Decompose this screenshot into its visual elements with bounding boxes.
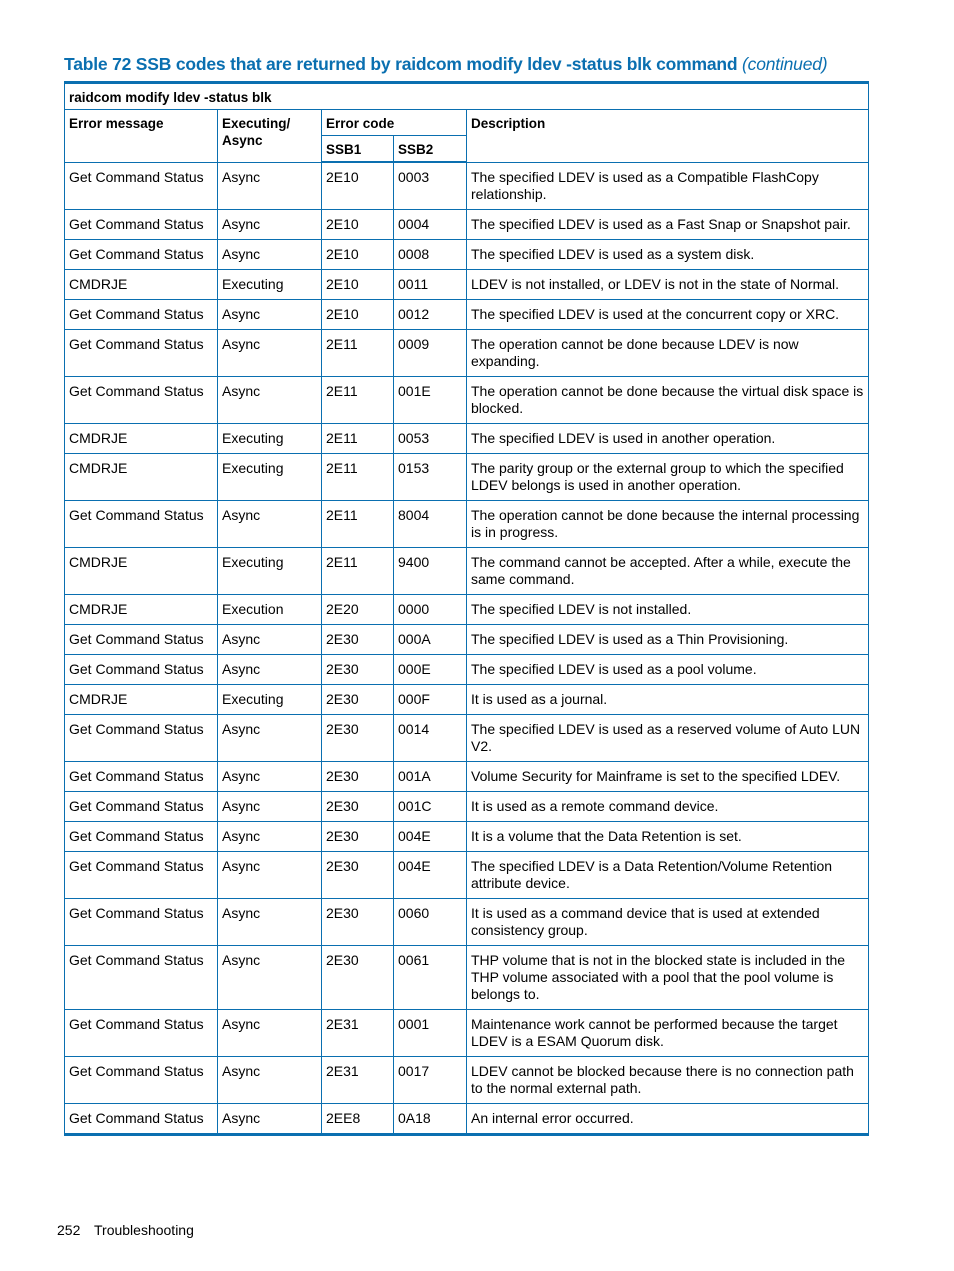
cell-executing-async: Async xyxy=(218,162,322,209)
cell-description: LDEV is not installed, or LDEV is not in the state of Normal. xyxy=(467,269,869,299)
cell-error-message: Get Command Status xyxy=(65,851,218,898)
table-row xyxy=(65,500,869,547)
cell-ssb2: 0017 xyxy=(394,1056,467,1103)
cell-executing-async: Async xyxy=(218,945,322,1009)
cell-description: The specified LDEV is used as a Thin Provisioning. xyxy=(467,624,869,654)
cell-description: The specified LDEV is used as a Compatible FlashCopy relationship. xyxy=(467,162,869,209)
cell-ssb1: 2E31 xyxy=(322,1009,394,1056)
cell-ssb2: 0001 xyxy=(394,1009,467,1056)
cell-error-message: CMDRJE xyxy=(65,453,218,500)
cell-executing-async: Async xyxy=(218,851,322,898)
cell-error-message: Get Command Status xyxy=(65,239,218,269)
cell-description: It is used as a command device that is used at extended consistency group. xyxy=(467,898,869,945)
cell-ssb2: 0061 xyxy=(394,945,467,1009)
cell-ssb1: 2E30 xyxy=(322,851,394,898)
cell-ssb2: 0053 xyxy=(394,423,467,453)
table-row xyxy=(65,209,869,239)
header-executing-async: Executing/ Async xyxy=(218,110,322,163)
cell-executing-async: Async xyxy=(218,376,322,423)
cell-ssb1: 2E30 xyxy=(322,654,394,684)
cell-description: The specified LDEV is used as a reserved volume of Auto LUN V2. xyxy=(467,714,869,761)
cell-ssb1: 2E30 xyxy=(322,761,394,791)
cell-executing-async: Async xyxy=(218,500,322,547)
cell-error-message: Get Command Status xyxy=(65,945,218,1009)
cell-executing-async: Executing xyxy=(218,684,322,714)
cell-error-message: Get Command Status xyxy=(65,329,218,376)
cell-ssb1: 2E10 xyxy=(322,269,394,299)
table-row xyxy=(65,851,869,898)
cell-error-message: CMDRJE xyxy=(65,423,218,453)
table-row xyxy=(65,423,869,453)
header-error-message: Error message xyxy=(65,110,218,163)
table-title-continued: (continued) xyxy=(742,54,828,74)
cell-error-message: CMDRJE xyxy=(65,594,218,624)
cell-description: Volume Security for Mainframe is set to the specified LDEV. xyxy=(467,761,869,791)
page-number: 252 xyxy=(57,1222,81,1238)
cell-ssb2: 0060 xyxy=(394,898,467,945)
table-title-main: Table 72 SSB codes that are returned by raidcom modify ldev -status blk command xyxy=(64,54,738,74)
cell-ssb2: 0008 xyxy=(394,239,467,269)
cell-description: The specified LDEV is used as a Fast Snap or Snapshot pair. xyxy=(467,209,869,239)
cell-error-message: CMDRJE xyxy=(65,269,218,299)
cell-description: THP volume that is not in the blocked state is included in the THP volume associated with a pool that the pool volume is belongs to. xyxy=(467,945,869,1009)
cell-ssb1: 2E11 xyxy=(322,453,394,500)
cell-error-message: Get Command Status xyxy=(65,791,218,821)
ssb-codes-table xyxy=(64,81,869,1136)
cell-ssb2: 9400 xyxy=(394,547,467,594)
cell-ssb2: 001E xyxy=(394,376,467,423)
table-row xyxy=(65,162,869,209)
cell-error-message: CMDRJE xyxy=(65,547,218,594)
table-row xyxy=(65,594,869,624)
cell-error-message: Get Command Status xyxy=(65,1103,218,1134)
cell-description: The parity group or the external group to which the specified LDEV belongs is used in another operation. xyxy=(467,453,869,500)
cell-executing-async: Async xyxy=(218,329,322,376)
cell-description: The specified LDEV is used in another operation. xyxy=(467,423,869,453)
cell-ssb2: 0009 xyxy=(394,329,467,376)
cell-executing-async: Async xyxy=(218,239,322,269)
cell-description: Maintenance work cannot be performed because the target LDEV is a ESAM Quorum disk. xyxy=(467,1009,869,1056)
cell-description: It is a volume that the Data Retention is set. xyxy=(467,821,869,851)
cell-ssb2: 004E xyxy=(394,851,467,898)
cell-error-message: Get Command Status xyxy=(65,209,218,239)
cell-error-message: Get Command Status xyxy=(65,500,218,547)
cell-ssb2: 004E xyxy=(394,821,467,851)
header-ssb1: SSB1 xyxy=(322,136,394,163)
cell-description: The specified LDEV is used as a system disk. xyxy=(467,239,869,269)
table-row xyxy=(65,1056,869,1103)
cell-description: LDEV cannot be blocked because there is no connection path to the normal external path. xyxy=(467,1056,869,1103)
cell-ssb2: 0014 xyxy=(394,714,467,761)
table-row xyxy=(65,329,869,376)
cell-executing-async: Async xyxy=(218,821,322,851)
cell-error-message: Get Command Status xyxy=(65,376,218,423)
cell-ssb2: 8004 xyxy=(394,500,467,547)
cell-ssb1: 2E11 xyxy=(322,329,394,376)
cell-ssb1: 2E10 xyxy=(322,239,394,269)
cell-executing-async: Executing xyxy=(218,423,322,453)
cell-ssb1: 2E11 xyxy=(322,423,394,453)
cell-error-message: Get Command Status xyxy=(65,162,218,209)
cell-description: The specified LDEV is used as a pool volume. xyxy=(467,654,869,684)
cell-ssb1: 2E10 xyxy=(322,299,394,329)
cell-executing-async: Async xyxy=(218,761,322,791)
cell-description: The specified LDEV is used at the concurrent copy or XRC. xyxy=(467,299,869,329)
cell-executing-async: Async xyxy=(218,1056,322,1103)
cell-ssb1: 2E30 xyxy=(322,821,394,851)
header-ssb2: SSB2 xyxy=(394,136,467,163)
table-row xyxy=(65,714,869,761)
cell-error-message: Get Command Status xyxy=(65,898,218,945)
cell-description: An internal error occurred. xyxy=(467,1103,869,1134)
cell-error-message: Get Command Status xyxy=(65,821,218,851)
cell-ssb1: 2E11 xyxy=(322,547,394,594)
table-body xyxy=(65,162,869,1134)
table-row xyxy=(65,453,869,500)
cell-executing-async: Async xyxy=(218,1103,322,1134)
cell-ssb2: 0012 xyxy=(394,299,467,329)
table-row xyxy=(65,898,869,945)
cell-ssb2: 0003 xyxy=(394,162,467,209)
cell-ssb1: 2E31 xyxy=(322,1056,394,1103)
cell-error-message: Get Command Status xyxy=(65,299,218,329)
cell-executing-async: Async xyxy=(218,714,322,761)
table-row xyxy=(65,791,869,821)
cell-description: The operation cannot be done because LDEV is now expanding. xyxy=(467,329,869,376)
cell-description: The specified LDEV is not installed. xyxy=(467,594,869,624)
cell-ssb2: 001C xyxy=(394,791,467,821)
cell-error-message: Get Command Status xyxy=(65,624,218,654)
cell-ssb1: 2E11 xyxy=(322,376,394,423)
cell-ssb1: 2EE8 xyxy=(322,1103,394,1134)
cell-description: The command cannot be accepted. After a while, execute the same command. xyxy=(467,547,869,594)
cell-ssb2: 000F xyxy=(394,684,467,714)
cell-description: The operation cannot be done because the virtual disk space is blocked. xyxy=(467,376,869,423)
cell-error-message: Get Command Status xyxy=(65,654,218,684)
cell-ssb1: 2E30 xyxy=(322,714,394,761)
cell-ssb1: 2E30 xyxy=(322,684,394,714)
cell-ssb1: 2E10 xyxy=(322,209,394,239)
cell-ssb1: 2E10 xyxy=(322,162,394,209)
cell-error-message: CMDRJE xyxy=(65,684,218,714)
cell-ssb1: 2E30 xyxy=(322,624,394,654)
cell-ssb2: 0011 xyxy=(394,269,467,299)
cell-error-message: Get Command Status xyxy=(65,761,218,791)
cell-ssb1: 2E20 xyxy=(322,594,394,624)
cell-executing-async: Async xyxy=(218,898,322,945)
cell-error-message: Get Command Status xyxy=(65,1009,218,1056)
cell-description: It is used as a remote command device. xyxy=(467,791,869,821)
cell-error-message: Get Command Status xyxy=(65,1056,218,1103)
cell-executing-async: Async xyxy=(218,654,322,684)
table-row xyxy=(65,654,869,684)
cell-ssb2: 001A xyxy=(394,761,467,791)
cell-ssb2: 000E xyxy=(394,654,467,684)
table-row xyxy=(65,684,869,714)
table-row xyxy=(65,299,869,329)
table-row xyxy=(65,269,869,299)
cell-executing-async: Executing xyxy=(218,453,322,500)
cell-executing-async: Async xyxy=(218,791,322,821)
table-row xyxy=(65,761,869,791)
table-row xyxy=(65,547,869,594)
cell-ssb2: 0000 xyxy=(394,594,467,624)
page-footer xyxy=(57,1222,194,1238)
cell-ssb2: 0004 xyxy=(394,209,467,239)
cell-error-message: Get Command Status xyxy=(65,714,218,761)
table-row xyxy=(65,1009,869,1056)
table-row xyxy=(65,1103,869,1134)
table-row xyxy=(65,624,869,654)
cell-executing-async: Async xyxy=(218,624,322,654)
cell-description: It is used as a journal. xyxy=(467,684,869,714)
table-row xyxy=(65,376,869,423)
cell-ssb1: 2E30 xyxy=(322,791,394,821)
cell-ssb2: 0153 xyxy=(394,453,467,500)
table-row xyxy=(65,239,869,269)
table-title xyxy=(64,54,894,75)
cell-executing-async: Async xyxy=(218,1009,322,1056)
cell-executing-async: Async xyxy=(218,299,322,329)
header-error-code: Error code xyxy=(322,110,467,136)
cell-ssb1: 2E30 xyxy=(322,945,394,1009)
cell-executing-async: Executing xyxy=(218,547,322,594)
cell-description: The specified LDEV is a Data Retention/Volume Retention attribute device. xyxy=(467,851,869,898)
cell-ssb1: 2E11 xyxy=(322,500,394,547)
cell-ssb2: 0A18 xyxy=(394,1103,467,1134)
header-description: Description xyxy=(467,110,869,163)
command-header: raidcom modify ldev -status blk xyxy=(65,83,869,110)
cell-description: The operation cannot be done because the internal processing is in progress. xyxy=(467,500,869,547)
cell-ssb1: 2E30 xyxy=(322,898,394,945)
table-row xyxy=(65,821,869,851)
table-row xyxy=(65,945,869,1009)
section-name: Troubleshooting xyxy=(94,1222,194,1238)
cell-executing-async: Executing xyxy=(218,269,322,299)
cell-ssb2: 000A xyxy=(394,624,467,654)
cell-executing-async: Execution xyxy=(218,594,322,624)
cell-executing-async: Async xyxy=(218,209,322,239)
